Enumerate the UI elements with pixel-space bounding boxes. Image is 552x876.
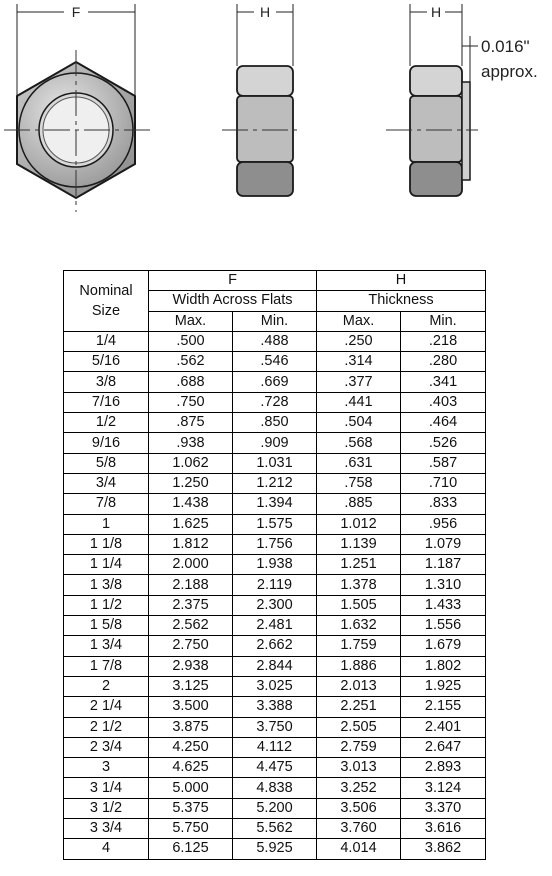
nominal-line2: Size [91,302,121,319]
f-max-cell: .938 [149,433,233,453]
f-max-cell: 1.812 [149,534,233,554]
f-max-cell: 3.875 [149,717,233,737]
f-max-cell: .562 [149,352,233,372]
nominal-size-cell: 3 1/4 [64,778,149,798]
table-row [64,392,486,412]
f-min-cell: 4.838 [233,778,317,798]
f-min-cell: .488 [233,331,317,351]
table-row [64,819,486,839]
h-max-cell: .631 [317,453,401,473]
f-max-cell: 3.125 [149,676,233,696]
h-max-cell: .504 [317,413,401,433]
h-max-cell: 2.251 [317,697,401,717]
table-row [64,433,486,453]
f-min-header: Min. [233,311,317,331]
nominal-size-cell: 1 3/8 [64,575,149,595]
table-row [64,352,486,372]
f-max-cell: 1.062 [149,453,233,473]
f-max-cell: 4.625 [149,758,233,778]
width-across-flats-header: Width Across Flats [149,291,317,311]
f-max-cell: 2.000 [149,555,233,575]
table-row [64,697,486,717]
nominal-size-cell: 7/16 [64,392,149,412]
nominal-size-cell: 1 7/8 [64,656,149,676]
nominal-size-cell: 2 3/4 [64,737,149,757]
table-row [64,413,486,433]
nominal-size-cell: 1 1/4 [64,555,149,575]
nominal-size-cell: 5/16 [64,352,149,372]
h-max-cell: .758 [317,473,401,493]
h-min-cell: 2.893 [401,758,486,778]
dim-f-label: F [71,4,81,20]
h-max-cell: 2.505 [317,717,401,737]
nominal-line1: Nominal [79,282,133,299]
nut-drawings [0,0,552,230]
f-min-cell: .728 [233,392,317,412]
f-min-cell: 5.562 [233,819,317,839]
h-max-cell: 3.760 [317,819,401,839]
f-min-cell: 1.031 [233,453,317,473]
table-row [64,372,486,392]
insert-note-line1: 0.016" [481,37,530,56]
side-mid-flat [237,96,293,162]
dimension-table [63,270,486,860]
f-min-cell: .669 [233,372,317,392]
f-max-header: Max. [149,311,233,331]
h-min-cell: .526 [401,433,486,453]
nominal-size-cell: 3 1/2 [64,798,149,818]
h-min-cell: 2.155 [401,697,486,717]
h-min-cell: 1.187 [401,555,486,575]
dim-h-section-label: H [430,4,442,20]
h-min-cell: 1.679 [401,636,486,656]
f-max-cell: .750 [149,392,233,412]
nominal-size-cell: 7/8 [64,494,149,514]
h-min-cell: .710 [401,473,486,493]
section-view [386,4,538,196]
nominal-size-header [64,271,149,332]
f-max-cell: 2.750 [149,636,233,656]
table-row [64,534,486,554]
h-min-cell: .403 [401,392,486,412]
thickness-header: Thickness [317,291,486,311]
f-min-cell: 2.844 [233,656,317,676]
nominal-size-cell: 3 3/4 [64,819,149,839]
f-min-cell: 2.481 [233,616,317,636]
side-top-flat [237,66,293,96]
table-body [64,331,486,859]
h-max-cell: 1.632 [317,616,401,636]
f-min-cell: 3.750 [233,717,317,737]
f-max-cell: .500 [149,331,233,351]
nominal-size-cell: 2 1/4 [64,697,149,717]
h-min-cell: 3.370 [401,798,486,818]
table-row [64,473,486,493]
insert-collar [462,82,470,180]
f-min-cell: .909 [233,433,317,453]
nominal-size-cell: 1/4 [64,331,149,351]
h-max-cell: 2.759 [317,737,401,757]
h-max-cell: 1.012 [317,514,401,534]
h-max-cell: 1.759 [317,636,401,656]
h-min-cell: .587 [401,453,486,473]
nominal-size-cell: 1 [64,514,149,534]
nominal-size-cell: 3/8 [64,372,149,392]
h-min-cell: 1.310 [401,575,486,595]
h-min-cell: 3.124 [401,778,486,798]
f-min-cell: 1.394 [233,494,317,514]
f-min-cell: .546 [233,352,317,372]
h-max-header: Max. [317,311,401,331]
h-max-cell: 1.886 [317,656,401,676]
table-row [64,798,486,818]
h-min-cell: 3.862 [401,839,486,859]
h-max-cell: .441 [317,392,401,412]
f-max-cell: 1.625 [149,514,233,534]
f-max-cell: 2.938 [149,656,233,676]
f-max-cell: 2.188 [149,575,233,595]
f-max-cell: 1.438 [149,494,233,514]
h-max-cell: .314 [317,352,401,372]
nominal-size-cell: 1 1/8 [64,534,149,554]
table-row [64,514,486,534]
table-row [64,758,486,778]
table-row [64,636,486,656]
table-row [64,616,486,636]
h-min-cell: .280 [401,352,486,372]
f-min-cell: 4.475 [233,758,317,778]
h-min-cell: .341 [401,372,486,392]
nominal-size-cell: 1 5/8 [64,616,149,636]
f-max-cell: 4.250 [149,737,233,757]
h-min-header: Min. [401,311,486,331]
f-min-cell: 4.112 [233,737,317,757]
h-max-cell: 1.139 [317,534,401,554]
f-min-cell: 2.119 [233,575,317,595]
nominal-size-cell: 9/16 [64,433,149,453]
h-min-cell: 1.802 [401,656,486,676]
f-max-cell: 2.562 [149,616,233,636]
dim-h-side-label: H [259,4,271,20]
table-row [64,778,486,798]
table-row [64,575,486,595]
h-min-cell: 1.079 [401,534,486,554]
f-min-cell: 5.925 [233,839,317,859]
table-row [64,453,486,473]
h-min-cell: .956 [401,514,486,534]
table-row [64,717,486,737]
section-bottom-flat [410,162,462,196]
insert-note-line2: approx. [481,62,538,81]
table-row [64,737,486,757]
nominal-size-cell: 1 3/4 [64,636,149,656]
f-max-cell: .688 [149,372,233,392]
f-max-cell: 2.375 [149,595,233,615]
top-view [4,4,154,212]
h-max-cell: 4.014 [317,839,401,859]
h-max-cell: 1.251 [317,555,401,575]
h-max-cell: 1.378 [317,575,401,595]
h-max-cell: .885 [317,494,401,514]
f-min-cell: 2.662 [233,636,317,656]
f-min-cell: 3.388 [233,697,317,717]
f-min-cell: .850 [233,413,317,433]
h-min-cell: .833 [401,494,486,514]
table-row [64,656,486,676]
h-max-cell: 3.506 [317,798,401,818]
f-max-cell: 3.500 [149,697,233,717]
side-bottom-flat [237,162,293,196]
h-min-cell: 3.616 [401,819,486,839]
table-row [64,676,486,696]
nominal-size-cell: 2 [64,676,149,696]
nominal-size-cell: 1 1/2 [64,595,149,615]
f-max-cell: 1.250 [149,473,233,493]
table-row [64,331,486,351]
h-max-cell: 3.013 [317,758,401,778]
nominal-size-cell: 4 [64,839,149,859]
h-max-cell: 3.252 [317,778,401,798]
h-min-cell: 1.556 [401,616,486,636]
section-top-flat [410,66,462,96]
table-row [64,839,486,859]
f-min-cell: 3.025 [233,676,317,696]
h-header: H [317,271,486,291]
h-min-cell: 2.647 [401,737,486,757]
nominal-size-cell: 3/4 [64,473,149,493]
nominal-size-cell: 2 1/2 [64,717,149,737]
h-min-cell: .218 [401,331,486,351]
f-min-cell: 2.300 [233,595,317,615]
h-min-cell: 2.401 [401,717,486,737]
f-min-cell: 1.575 [233,514,317,534]
h-max-cell: .250 [317,331,401,351]
f-min-cell: 1.938 [233,555,317,575]
nominal-size-cell: 5/8 [64,453,149,473]
nominal-size-cell: 1/2 [64,413,149,433]
table-row [64,595,486,615]
f-min-cell: 5.200 [233,798,317,818]
f-max-cell: 5.000 [149,778,233,798]
h-max-cell: .377 [317,372,401,392]
f-min-cell: 1.756 [233,534,317,554]
f-max-cell: 5.375 [149,798,233,818]
f-min-cell: 1.212 [233,473,317,493]
h-min-cell: 1.433 [401,595,486,615]
side-view [222,4,300,196]
f-header: F [149,271,317,291]
f-max-cell: .875 [149,413,233,433]
h-max-cell: 2.013 [317,676,401,696]
h-min-cell: .464 [401,413,486,433]
f-max-cell: 6.125 [149,839,233,859]
f-max-cell: 5.750 [149,819,233,839]
h-min-cell: 1.925 [401,676,486,696]
section-mid-flat [410,96,462,162]
table-row [64,494,486,514]
table-row [64,555,486,575]
nominal-size-cell: 3 [64,758,149,778]
h-max-cell: .568 [317,433,401,453]
h-max-cell: 1.505 [317,595,401,615]
